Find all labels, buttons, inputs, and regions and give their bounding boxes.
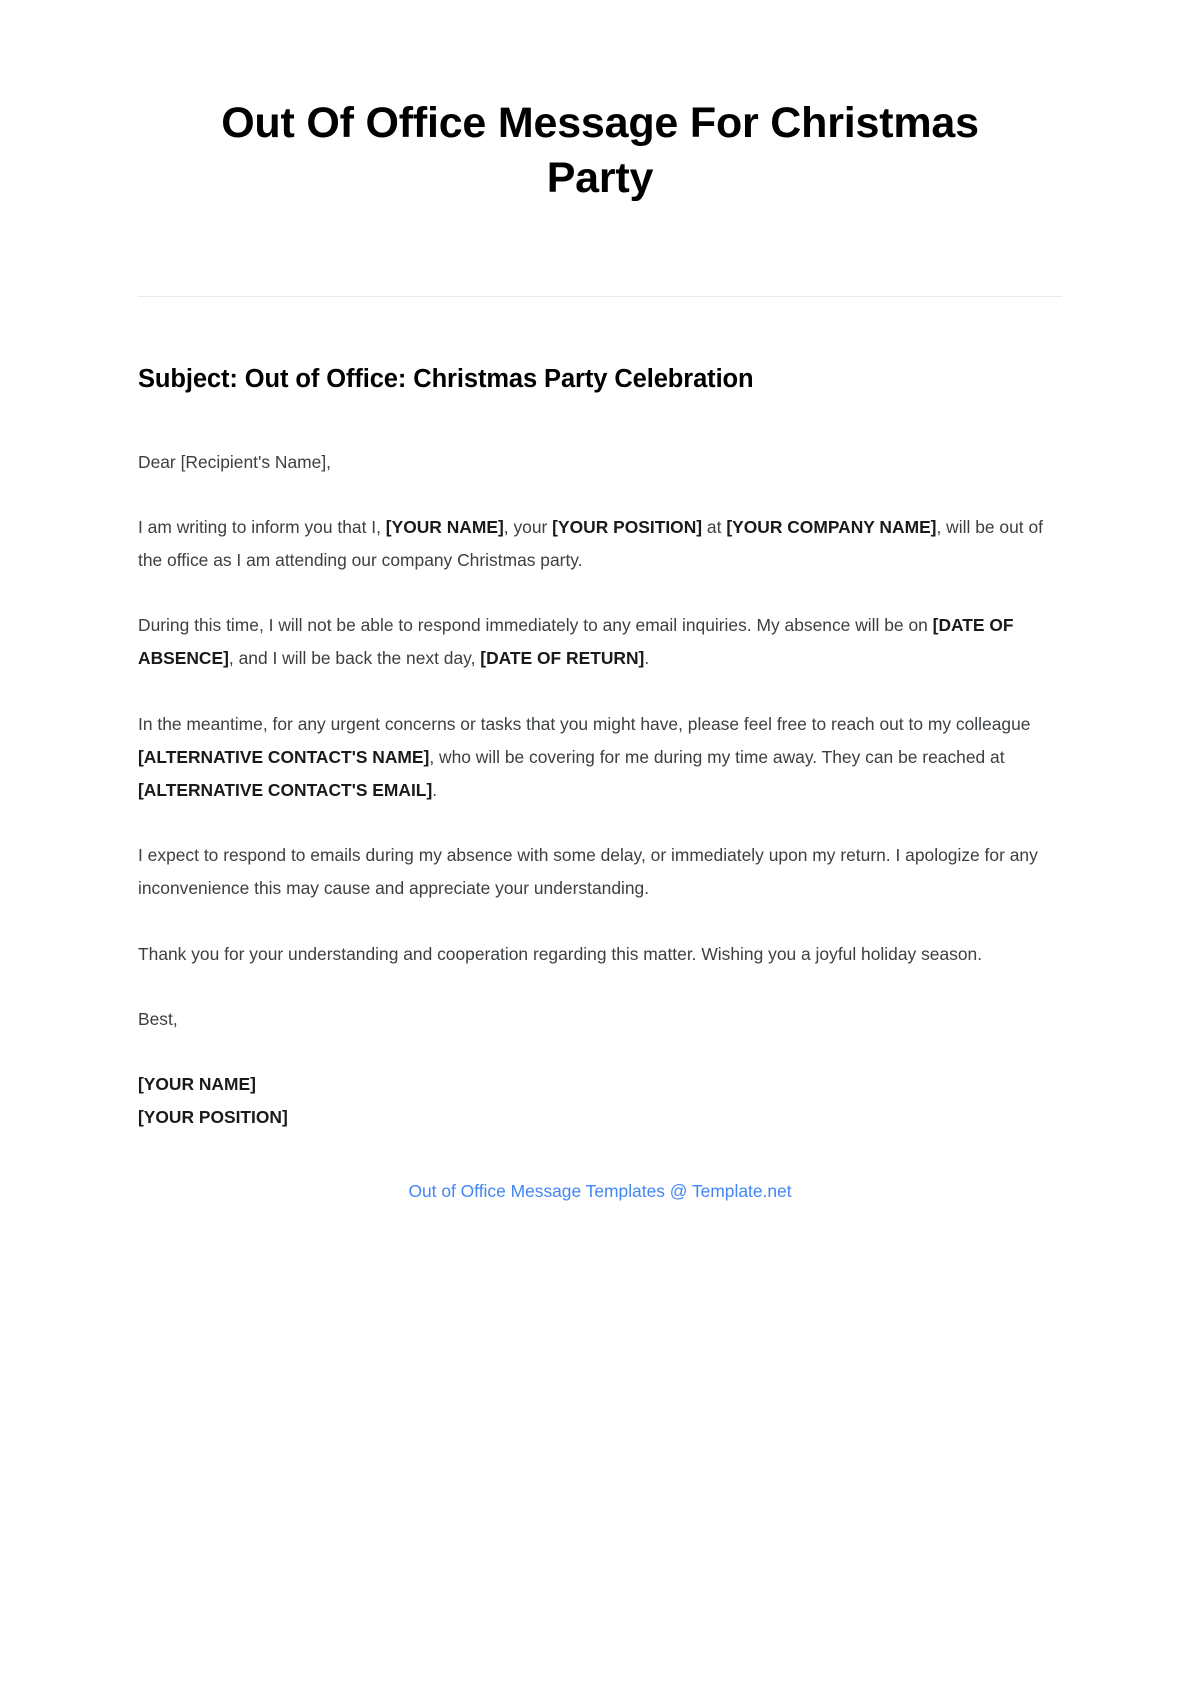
- p1-text-1: I am writing to inform you that I,: [138, 516, 386, 537]
- placeholder-alternative-contact-name: [ALTERNATIVE CONTACT'S NAME]: [138, 746, 430, 767]
- body-paragraph-4: I expect to respond to emails during my absence with some delay, or immediately upon my return. I apologize for any inconvenience this may cause and appreciate your understanding.: [138, 845, 1038, 899]
- placeholder-your-company-name: [YOUR COMPANY NAME]: [726, 516, 937, 537]
- p2-text-1: During this time, I will not be able to respond immediately to any email inquiries. My absence will be on: [138, 615, 933, 636]
- p3-text-3: .: [432, 780, 438, 801]
- p2-text-2: , and I will be back the next day,: [228, 648, 481, 669]
- footer-attribution: [138, 1178, 1062, 1204]
- body-paragraph-5: Thank you for your understanding and cooperation regarding this matter. Wishing you a joyful holiday season.: [138, 943, 983, 964]
- placeholder-date-of-absence: [DATE OF ABSENCE]: [138, 615, 1014, 669]
- placeholder-your-position: [YOUR POSITION]: [552, 516, 703, 537]
- p3-text-1: In the meantime, for any urgent concerns or tasks that you might have, please feel free to reach out to my colleague: [138, 713, 1031, 734]
- placeholder-your-name: [YOUR NAME]: [385, 516, 504, 537]
- page-title: Out Of Office Message For Christmas Party: [221, 99, 979, 202]
- letter-body: [138, 446, 1062, 1135]
- p2-text-3: .: [644, 648, 650, 669]
- placeholder-alternative-contact-email: [ALTERNATIVE CONTACT'S EMAIL]: [138, 780, 433, 801]
- signature-name: [YOUR NAME]: [138, 1074, 256, 1095]
- p1-text-2: , your: [503, 516, 553, 537]
- p1-text-3: at: [702, 516, 727, 537]
- salutation-line: Dear [Recipient's Name],: [138, 451, 331, 472]
- footer-brand-link[interactable]: Template.net: [691, 1181, 792, 1202]
- footer-separator: @: [664, 1181, 692, 1202]
- p1-text-4: , will be out of the office as I am attending our company Christmas party.: [138, 516, 1043, 571]
- body-paragraph-2: [138, 609, 1062, 675]
- subject-heading: Subject: Out of Office: Christmas Party Celebration: [138, 365, 754, 394]
- footer-template-link[interactable]: Out of Office Message Templates: [408, 1181, 665, 1202]
- body-paragraph-3: [138, 708, 1062, 808]
- body-paragraph-1: [138, 511, 1062, 577]
- sign-off-line: Best,: [138, 1008, 178, 1029]
- p3-text-2: , who will be covering for me during my time away. They can be reached at: [429, 746, 1005, 767]
- header-divider: [138, 296, 1062, 297]
- placeholder-date-of-return: [DATE OF RETURN]: [480, 648, 645, 669]
- document-content: [138, 0, 1062, 1205]
- signature-position: [YOUR POSITION]: [138, 1107, 288, 1128]
